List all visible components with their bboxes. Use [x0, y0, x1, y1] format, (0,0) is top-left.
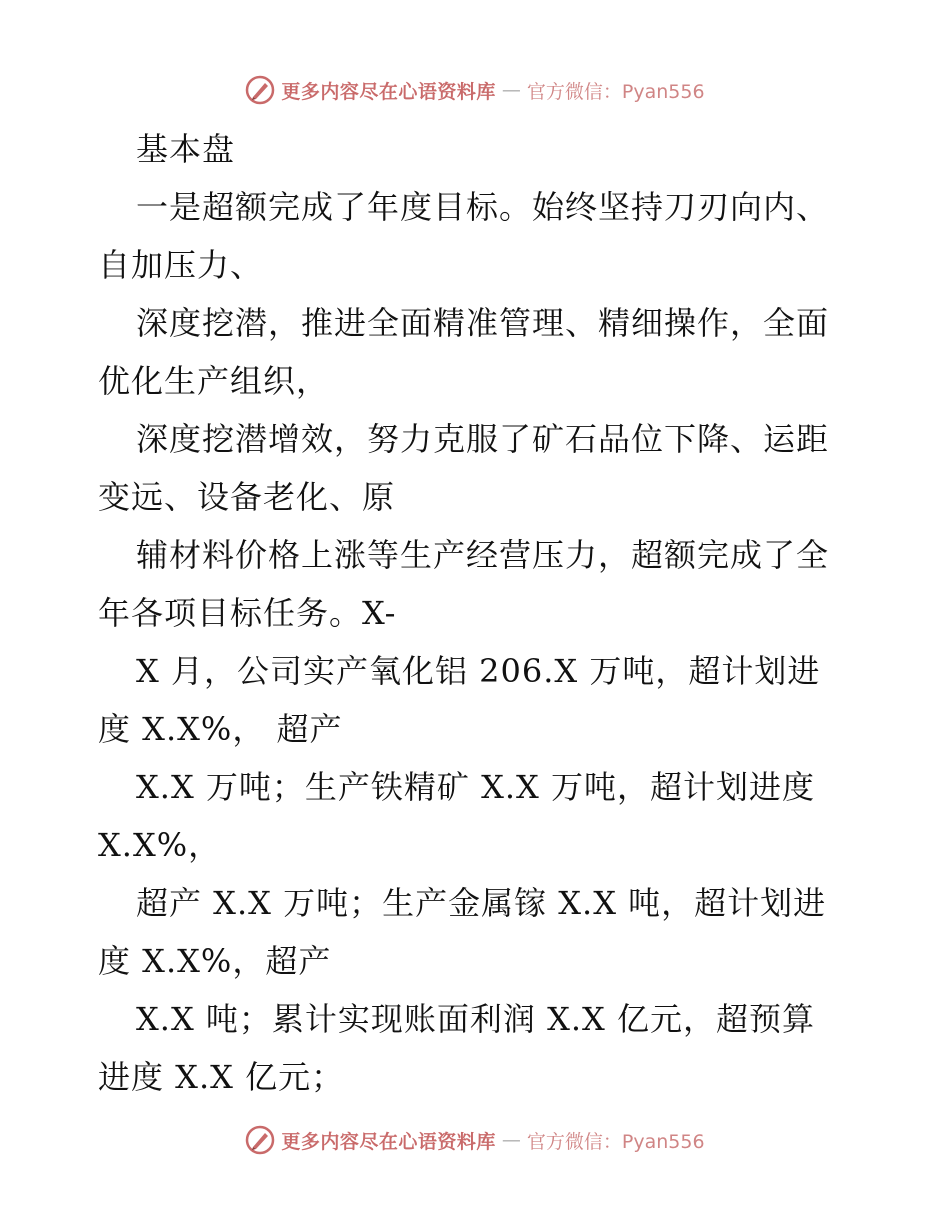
paragraph-line: X.X 万吨；生产铁精矿 X.X 万吨，超计划进度	[136, 768, 815, 806]
paragraph-line: 深度挖潜增效，努力克服了矿石品位下降、运距	[136, 420, 830, 458]
pen-logo-icon	[245, 1125, 275, 1155]
paragraph-line: 进度 X.X 亿元；	[98, 1058, 345, 1096]
header-contact-text: 官方微信：Pyan556	[526, 80, 705, 103]
paragraph-line: 度 X.X%， 超产	[98, 710, 343, 748]
paragraph-line: 一是超额完成了年度目标。始终坚持刀刃向内、	[136, 188, 830, 226]
paragraph-line: 深度挖潜，推进全面精准管理、精细操作，全面	[136, 304, 830, 342]
header-separator: —	[501, 79, 521, 101]
paragraph-line: 超产 X.X 万吨；生产金属镓 X.X 吨，超计划进	[136, 884, 827, 922]
paragraph-line: 辅材料价格上涨等生产经营压力，超额完成了全	[136, 536, 830, 574]
paragraph-line: 变远、设备老化、原	[98, 478, 396, 516]
pen-logo-icon	[245, 75, 275, 105]
paragraph-line: 优化生产组织，	[98, 362, 330, 400]
header-banner	[0, 70, 950, 110]
document-body	[98, 120, 858, 1106]
footer-brand-text: 更多内容尽在心语资料库	[281, 1130, 496, 1153]
footer-separator: —	[501, 1129, 521, 1151]
paragraph-line: 年各项目标任务。X-	[98, 594, 397, 632]
paragraph-line: X.X%，	[98, 826, 222, 864]
header-brand-text: 更多内容尽在心语资料库	[281, 80, 496, 103]
paragraph-line: X.X 吨；累计实现账面利润 X.X 亿元，超预算	[136, 1000, 815, 1038]
paragraph-line: 自加压力、	[98, 246, 264, 284]
footer-contact-text: 官方微信：Pyan556	[526, 1130, 705, 1153]
paragraph-line: X 月，公司实产氧化铝 206.X 万吨，超计划进	[136, 652, 821, 690]
paragraph-line: 度 X.X%，超产	[98, 942, 332, 980]
footer-banner	[0, 1120, 950, 1160]
section-heading: 基本盘	[136, 130, 236, 168]
